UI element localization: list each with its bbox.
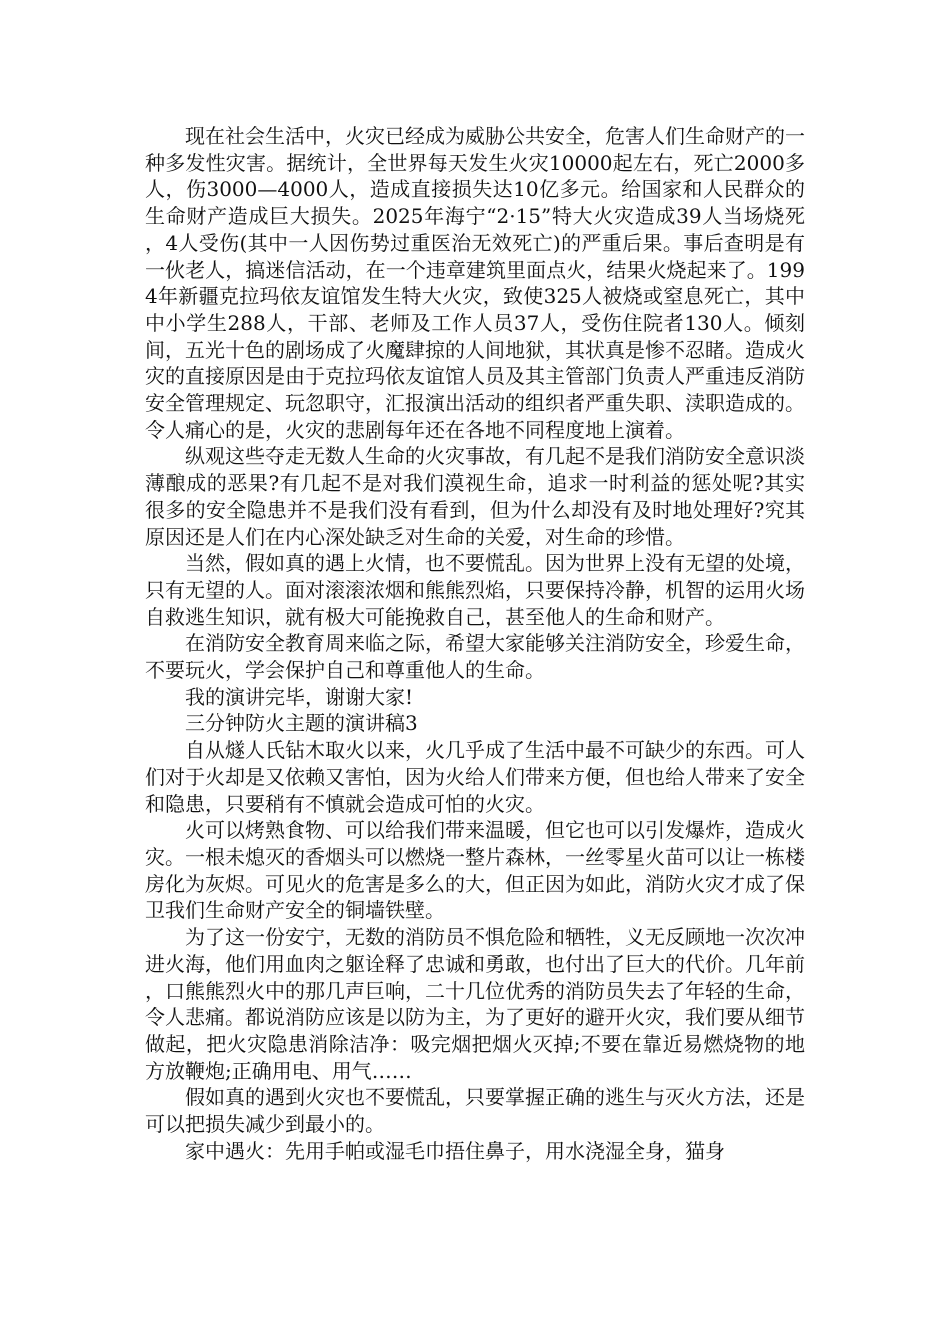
- paragraph-escape-methods: 假如真的遇到火灾也不要慌乱，只要掌握正确的逃生与灭火方法，还是可以把损失减少到最小的。: [145, 1085, 805, 1137]
- paragraph-stay-calm: 当然，假如真的遇上火情，也不要慌乱。因为世界上没有无望的处境，只有无望的人。面对滚滚浓烟和熊熊烈焰，只要保持冷静，机智的运用火场自救逃生知识，就有极大可能挽救自己，甚至他人的生命和财产。: [145, 551, 805, 629]
- paragraph-fire-statistics: 现在社会生活中，火灾已经成为威胁公共安全，危害人们生命财产的一种多发性灾害。据统计，全世界每天发生火灾10000起左右，死亡2000多人，伤3000—4000人，造成直接损失达10亿多元。给国家和人民群众的生命财产造成巨大损失。2025年海宁“2·15”特大火灾造成39人当场烧死，4人受伤(其中一人因伤势过重医治无效死亡)的严重后果。事后查明是有一伙老人，搞迷信活动，在一个违章建筑里面点火，结果火烧起来了。1994年新疆克拉玛依友谊馆发生特大火灾，致使325人被烧或窒息死亡，其中中小学生288人，干部、老师及工作人员37人，受伤住院者130人。倾刻间，五光十色的剧场成了火魔肆掠的人间地狱，其状真是惨不忍睹。造成火灾的直接原因是由于克拉玛依友谊馆人员及其主管部门负责人严重违反消防安全管理规定、玩忽职守，汇报演出活动的组织者严重失职、渎职造成的。令人痛心的是，火灾的悲剧每年还在各地不同程度地上演着。: [145, 124, 805, 442]
- paragraph-closing: 我的演讲完毕，谢谢大家!: [185, 684, 414, 709]
- paragraph-safety-week: 在消防安全教育周来临之际，希望大家能够关注消防安全，珍爱生命，不要玩火，学会保护自己和尊重他人的生命。: [145, 631, 805, 683]
- paragraph-fire-dangers: 火可以烤熟食物、可以给我们带来温暖，但它也可以引发爆炸，造成火灾。一根未熄灭的香烟头可以燃烧一整片森林，一丝零星火苗可以让一栋楼房化为灰烬。可见火的危害是多么的大，但正因为如此，消防火灾才成了保卫我们生命财产安全的铜墙铁壁。: [145, 818, 805, 923]
- document-page: [145, 123, 805, 1164]
- section-heading: 三分钟防火主题的演讲稿3: [185, 711, 418, 736]
- paragraph-origin-of-fire: 自从燧人氏钻木取火以来，火几乎成了生活中最不可缺少的东西。可人们对于火却是又依赖又害怕，因为火给人们带来方便，但也给人带来了安全和隐患，只要稍有不慎就会造成可怕的火灾。: [145, 738, 805, 816]
- paragraph-safety-awareness: 纵观这些夺走无数人生命的火灾事故，有几起不是我们消防安全意识淡薄酿成的恶果?有几起不是对我们漠视生命，追求一时利益的惩处呢?其实很多的安全隐患并不是我们没有看到，但为什么却没有及时地处理好?究其原因还是人们在内心深处缺乏对生命的关爱，对生命的珍惜。: [145, 444, 805, 549]
- paragraph-firefighters: 为了这一份安宁，无数的消防员不惧危险和牺牲，义无反顾地一次次冲进火海，他们用血肉之躯诠释了忠诚和勇敢，也付出了巨大的代价。几年前，口熊熊烈火中的那几声巨响，二十几位优秀的消防员失去了年轻的生命，令人悲痛。都说消防应该是以防为主，为了更好的避开火灾，我们要从细节做起，把火灾隐患消除洁净：吸完烟把烟火灭掉;不要在靠近易燃烧物的地方放鞭炮;正确用电、用气……: [145, 925, 805, 1083]
- paragraph-home-fire: 家中遇火：先用手帕或湿毛巾捂住鼻子，用水浇湿全身，猫身: [185, 1138, 725, 1163]
